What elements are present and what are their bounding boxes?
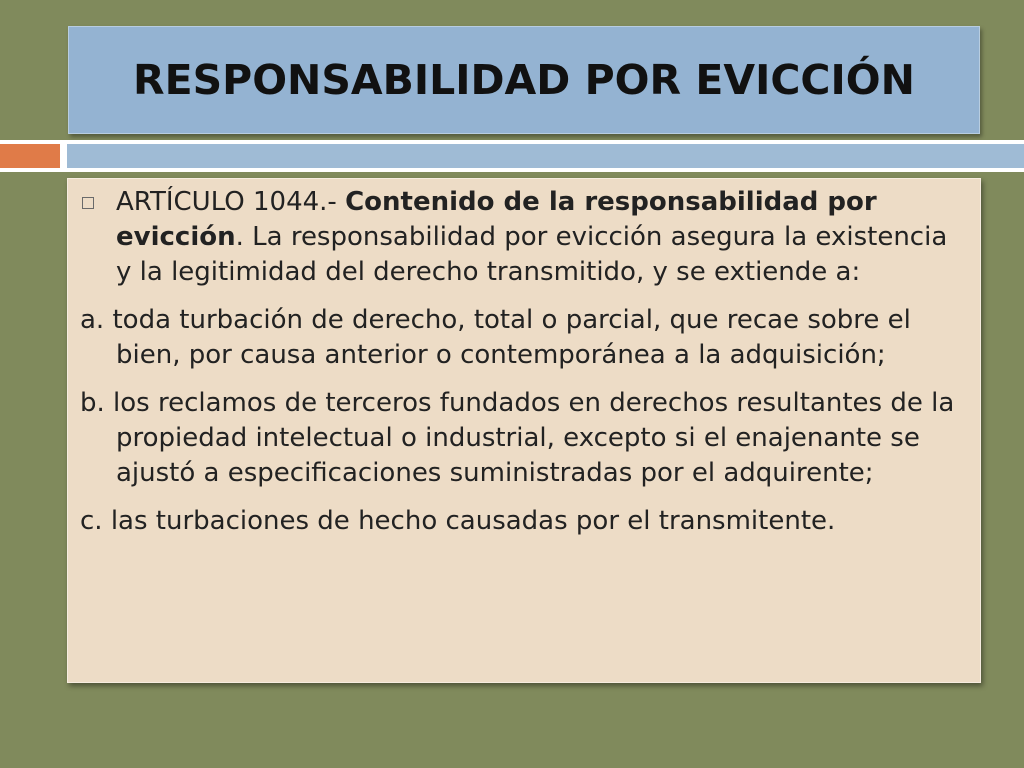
title-box — [68, 26, 980, 134]
divider-accent-orange — [0, 144, 60, 168]
divider-bar-blue — [67, 144, 1024, 168]
list-item-b: b. los reclamos de terceros fundados en derechos resultantes de la propiedad intelectual o industrial, excepto si el enajenante se ajustó a especificaciones suministradas por el adquirente; — [80, 388, 955, 488]
article-intro: ARTÍCULO 1044.- — [116, 187, 346, 217]
list-item-a: a. toda turbación de derecho, total o parcial, que recae sobre el bien, por causa anterior o contemporánea a la adquisición; — [80, 305, 911, 370]
article-paragraph — [80, 185, 962, 290]
hollow-square-bullet-icon — [82, 197, 94, 209]
article-heading: Contenido de la responsabilidad por evicción — [116, 187, 877, 252]
article-body: . La responsabilidad por evicción asegura la existencia y la legitimidad del derecho transmitido, y se extiende a: — [116, 222, 948, 287]
slide-title: RESPONSABILIDAD POR EVICCIÓN — [133, 56, 915, 104]
list-item-c: c. las turbaciones de hecho causadas por el transmitente. — [80, 506, 836, 536]
content-box — [67, 178, 981, 683]
